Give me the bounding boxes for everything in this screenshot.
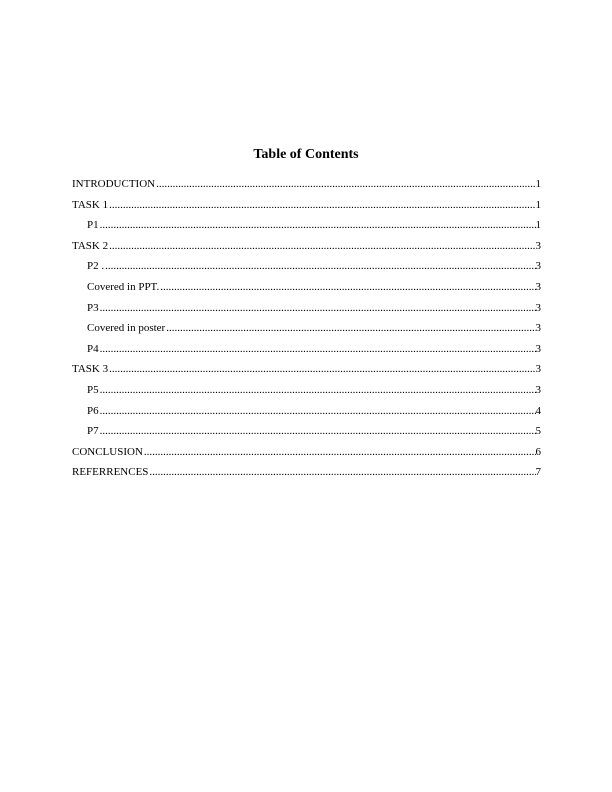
toc-entry-label: P4: [87, 342, 99, 355]
toc-entry-page-number: 7: [535, 466, 541, 479]
toc-entry[interactable]: [72, 174, 541, 195]
toc-entry[interactable]: [72, 318, 541, 339]
toc-entry-page-number: 3: [535, 280, 541, 293]
toc-entry[interactable]: [72, 195, 541, 216]
toc-entry[interactable]: [72, 339, 541, 360]
toc-dot-leader: [156, 174, 535, 195]
toc-entry-label: INTRODUCTION: [72, 178, 156, 190]
toc-entry-page-number: 3: [535, 342, 541, 355]
toc-title: Table of Contents: [253, 147, 359, 162]
toc-entry[interactable]: [72, 277, 541, 298]
toc-entry-label: P2 .: [87, 260, 105, 273]
toc-dot-leader: [149, 462, 535, 483]
toc-entry-label: P5: [87, 383, 99, 396]
toc-entry-label: TASK 1: [72, 198, 109, 211]
toc-entry-label: TASK 3: [72, 363, 109, 376]
toc-dot-leader: [105, 256, 535, 277]
toc-dot-leader: [144, 442, 536, 463]
toc-dot-leader: [100, 421, 536, 442]
toc-entry-page-number: 1: [535, 219, 541, 232]
toc-dot-leader: [109, 359, 535, 380]
toc-entry-page-number: 3: [535, 301, 541, 314]
toc-list: [72, 174, 541, 483]
toc-dot-leader: [100, 298, 536, 319]
toc-entry-label: REFERRENCES: [72, 466, 149, 479]
toc-entry-page-number: 5: [535, 425, 541, 438]
toc-entry[interactable]: [72, 256, 541, 277]
toc-entry[interactable]: [72, 442, 541, 463]
toc-entry-page-number: 1: [535, 178, 541, 190]
toc-dot-leader: [100, 339, 536, 360]
toc-entry-label: P1: [87, 219, 99, 232]
toc-entry-label: Covered in poster: [87, 322, 166, 335]
toc-entry-page-number: 4: [535, 404, 541, 417]
toc-dot-leader: [100, 215, 536, 236]
toc-dot-leader: [100, 401, 536, 422]
toc-dot-leader: [160, 277, 535, 298]
toc-entry[interactable]: [72, 421, 541, 442]
toc-entry-page-number: 3: [535, 363, 541, 376]
toc-entry[interactable]: [72, 462, 541, 483]
toc-dot-leader: [109, 195, 535, 216]
toc-entry-label: TASK 2: [72, 239, 109, 252]
toc-dot-leader: [109, 236, 535, 257]
toc-entry[interactable]: [72, 236, 541, 257]
toc-entry[interactable]: [72, 380, 541, 401]
toc-entry-page-number: 3: [535, 260, 541, 273]
toc-entry[interactable]: [72, 359, 541, 380]
toc-entry-label: Covered in PPT.: [87, 280, 160, 293]
toc-entry[interactable]: [72, 215, 541, 236]
toc-entry-page-number: 3: [535, 322, 541, 335]
toc-entry-label: P7: [87, 425, 99, 438]
toc-entry-page-number: 1: [535, 198, 541, 211]
toc-entry[interactable]: [72, 298, 541, 319]
toc-entry-label: P3: [87, 301, 99, 314]
toc-entry-label: P6: [87, 404, 99, 417]
toc-entry-label: CONCLUSION: [72, 445, 143, 458]
toc-dot-leader: [100, 380, 536, 401]
toc-entry[interactable]: [72, 401, 541, 422]
toc-dot-leader: [166, 318, 535, 339]
toc-entry-page-number: 3: [535, 383, 541, 396]
toc-entry-page-number: 6: [535, 445, 541, 458]
toc-entry-page-number: 3: [535, 239, 541, 252]
